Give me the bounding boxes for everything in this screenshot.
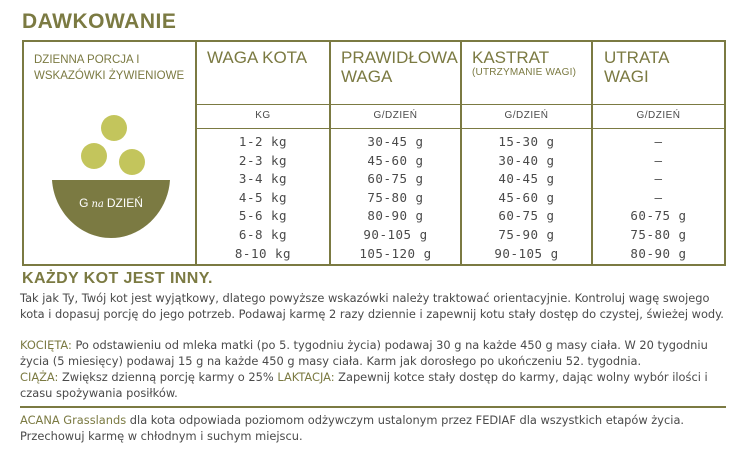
column-header-cat-weight: WAGA KOTA: [207, 48, 308, 67]
table-divider: [197, 128, 724, 129]
table-cell: 30-40 g: [498, 152, 555, 168]
unit-label: G/DZIEŃ: [504, 110, 549, 121]
intro-paragraph: Tak jak Ty, Twój kot jest wyjątkowy, dlatego powyższe wskazówki należy traktować orientacyjnie. Kontroluj wagę swojego kota i dopasuj porcję do jego potrzeb. Podawaj karmę 2 razy dziennie i zapewnij kotu stały dostęp do czystej, świeżej wody.: [20, 291, 724, 321]
kittens-label: KOCIĘTA:: [20, 338, 72, 352]
page-title: DAWKOWANIE: [22, 10, 177, 33]
table-cell: —: [654, 152, 663, 168]
table-cell: 5-6 kg: [238, 208, 288, 224]
column-header-neutered: KASTRAT (UTRZYMANIE WAGI): [472, 48, 587, 79]
unit-label: G/DZIEŃ: [373, 110, 418, 121]
table-cell: 80-90 g: [630, 245, 687, 261]
bowl-na-text: na: [91, 199, 104, 210]
unit-label: G/DZIEŃ: [636, 110, 681, 121]
table-cell: 90-105 g: [363, 227, 428, 242]
table-cell: 45-60 g: [367, 152, 424, 168]
table-cell: —: [654, 134, 663, 149]
kittens-paragraph: [20, 338, 728, 369]
footer-paragraph: [20, 413, 728, 444]
table-cell: 75-90 g: [498, 227, 555, 242]
table-cell: 4-5 kg: [238, 189, 288, 205]
daily-portion-label: DZIENNA PORCJA I WSKAZÓWKI ŻYWIENIOWE: [34, 54, 185, 82]
food-bowl-icon: [50, 112, 172, 242]
column-header-ideal-weight: PRAWIDŁOWA WAGA: [341, 48, 457, 86]
bowl-g-text: G: [79, 196, 89, 210]
table-cell: 75-80 g: [630, 227, 687, 242]
unit-label: KG: [255, 110, 271, 121]
kittens-text: Po odstawieniu od mleka matki (po 5. tygodniu życia) podawaj 30 g na każde 450 g masy ciała. W 20 tygodniu życia (5 miesięcy) podawaj 15 g na każde 450 g masy ciała. Karm jak dorosłego po ukończeniu 52. tygodnia.: [20, 338, 708, 368]
column-subheader-neutered: (UTRZYMANIE WAGI): [472, 67, 577, 78]
table-cell: 30-45 g: [367, 134, 424, 149]
table-cell: 90-105 g: [494, 245, 559, 261]
table-cell: 60-75 g: [367, 171, 424, 187]
table-cell: 75-80 g: [367, 189, 424, 205]
pregnancy-paragraph: [20, 370, 728, 401]
table-cell: —: [654, 189, 663, 205]
column-header-weight-loss: UTRATA WAGI: [604, 48, 669, 86]
bowl-day-text: DZIEŃ: [106, 196, 143, 210]
table-cell: 6-8 kg: [238, 227, 288, 242]
table-cell: 80-90 g: [367, 208, 424, 224]
section-heading: KAŻDY KOT JEST INNY.: [22, 270, 213, 287]
table-cell: 60-75 g: [630, 208, 687, 224]
lactation-text: Zapewnij kotce stały dostęp do karmy, dając wolny wybór ilości i czasu spożywania posiłków.: [20, 370, 708, 400]
lactation-label: LAKTACJA:: [277, 370, 335, 384]
table-cell: 45-60 g: [498, 189, 555, 205]
table-cell: —: [654, 171, 663, 187]
table-cell: 8-10 kg: [234, 245, 292, 261]
kibble-ball-icon: [119, 149, 145, 175]
pregnancy-label: CIĄŻA:: [20, 370, 59, 384]
table-cell: 105-120 g: [359, 245, 432, 261]
table-cell: 1-2 kg: [238, 134, 288, 149]
table-divider: [197, 104, 724, 105]
table-cell: 2-3 kg: [238, 152, 288, 168]
footer-text: dla kota odpowiada poziomom odżywczym ustalonym przez FEDIAF dla wszystkich etapów życia. Przechowuj karmę w chłodnym i suchym miejscu.: [20, 413, 685, 443]
section-divider: [20, 406, 726, 408]
footer-brand: ACANA Grasslands: [20, 413, 127, 427]
feeding-table: [22, 40, 726, 266]
table-cell: 15-30 g: [498, 134, 555, 149]
table-cell: 3-4 kg: [238, 171, 288, 187]
table-cell: 40-45 g: [498, 171, 555, 187]
kibble-ball-icon: [81, 143, 107, 169]
table-cell: 60-75 g: [498, 208, 555, 224]
kibble-ball-icon: [101, 115, 127, 141]
pregnancy-text: Zwiększ dzienną porcję karmy o 25%: [58, 370, 278, 384]
